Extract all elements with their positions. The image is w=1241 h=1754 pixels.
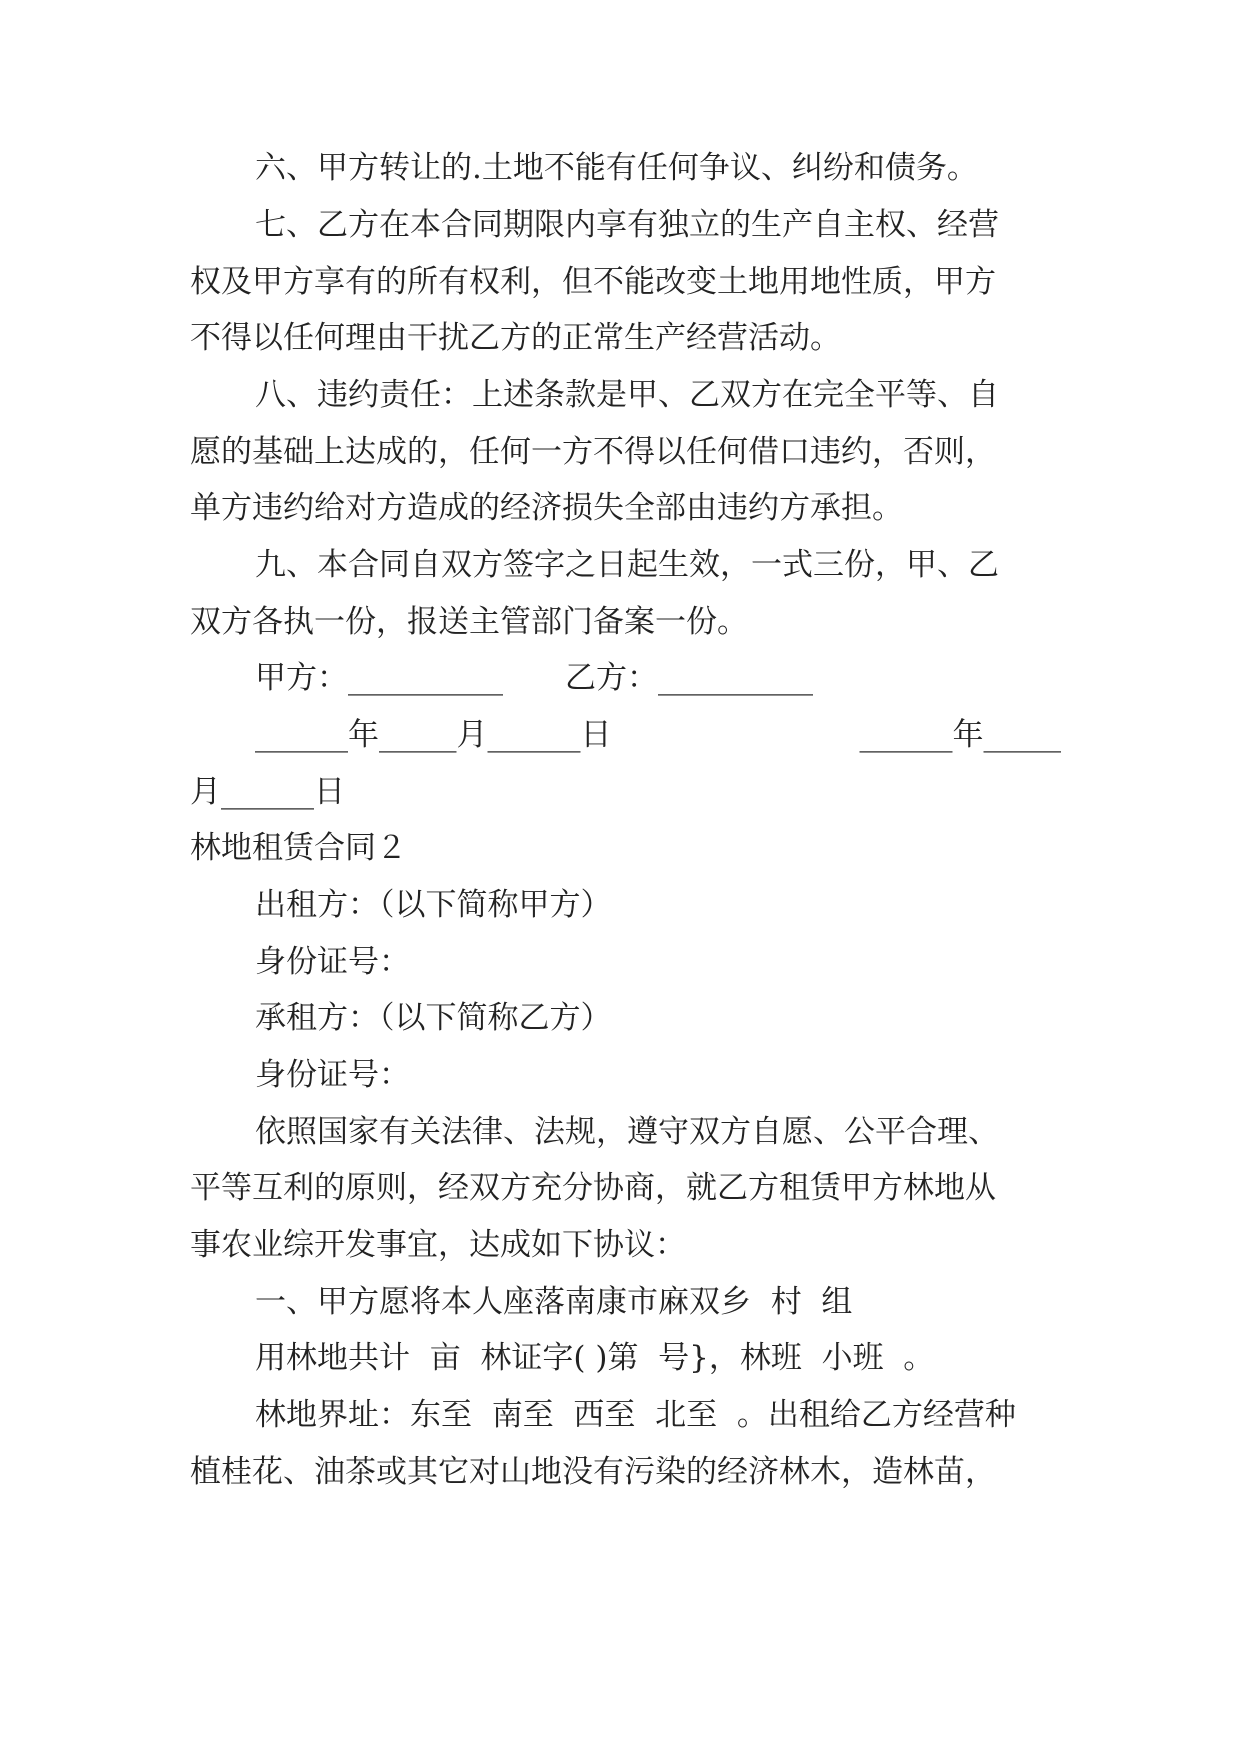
lessee-line: 承租方：（以下简称乙方） bbox=[255, 1000, 612, 1036]
clause-7-line-2: 权及甲方享有的所有权利，但不能改变土地用地性质，甲方 bbox=[190, 264, 996, 300]
boundary-line-2: 植桂花、油茶或其它对山地没有污染的经济林木，造林苗， bbox=[190, 1454, 996, 1490]
preamble-line-1: 依照国家有关法律、法规，遵守双方自愿、公平合理、 bbox=[255, 1114, 999, 1150]
clause-6-line: 六、甲方转让的.土地不能有任何争议、纠纷和债务。 bbox=[255, 150, 978, 186]
section-title: 林地租赁合同２ bbox=[190, 830, 407, 866]
lessor-id-line: 身份证号： bbox=[255, 944, 410, 980]
preamble-line-3: 事农业综开发事宜，达成如下协议： bbox=[190, 1227, 686, 1263]
date-line-2: 月______日 bbox=[190, 774, 345, 810]
lessor-line: 出租方：（以下简称甲方） bbox=[255, 887, 612, 923]
clause-7-line-3: 不得以任何理由干扰乙方的正常生产经营活动。 bbox=[190, 320, 841, 356]
lessee-id-line: 身份证号： bbox=[255, 1057, 410, 1093]
clause-8-line-1: 八、违约责任：上述条款是甲、乙双方在完全平等、自 bbox=[255, 377, 999, 413]
clause-9-line-2: 双方各执一份，报送主管部门备案一份。 bbox=[190, 604, 748, 640]
clause-7-line-1: 七、乙方在本合同期限内享有独立的生产自主权、经营 bbox=[255, 207, 999, 243]
preamble-line-2: 平等互利的原则，经双方充分协商，就乙方租赁甲方林地从 bbox=[190, 1170, 996, 1206]
clause-8-line-3: 单方违约给对方造成的经济损失全部由违约方承担。 bbox=[190, 490, 903, 526]
clause-1-line-1: 一、甲方愿将本人座落南康市麻双乡 村 组 bbox=[255, 1284, 853, 1320]
date-line-1: ______年_____月______日 ______年_____ bbox=[255, 717, 1061, 753]
clause-9-line-1: 九、本合同自双方签字之日起生效，一式三份，甲、乙 bbox=[255, 547, 999, 583]
signature-line: 甲方：__________ 乙方：__________ bbox=[255, 660, 813, 696]
clause-1-line-2: 用林地共计 亩 林证字( )第 号}，林班 小班 。 bbox=[255, 1340, 935, 1376]
boundary-line-1: 林地界址：东至 南至 西至 北至 。出租给乙方经营种 bbox=[255, 1397, 1016, 1433]
clause-8-line-2: 愿的基础上达成的，任何一方不得以任何借口违约，否则， bbox=[190, 434, 996, 470]
